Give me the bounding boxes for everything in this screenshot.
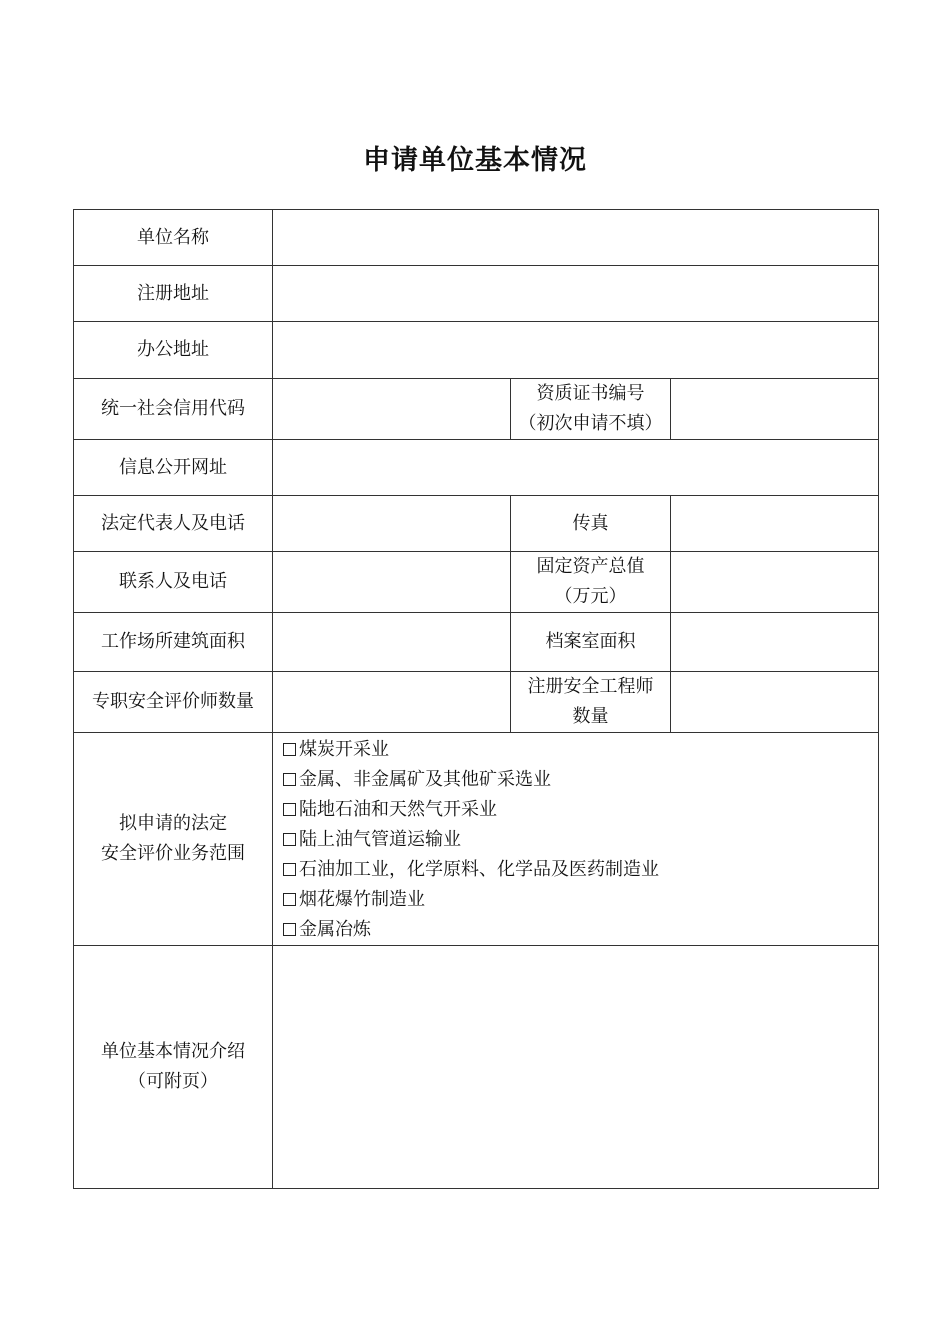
- row-registered-address: [74, 266, 879, 322]
- row-office-address: [74, 322, 879, 379]
- page-title: 申请单位基本情况: [363, 145, 587, 176]
- scope-option[interactable]: [283, 825, 878, 855]
- scope-option-label: 陆地石油和天然气开采业: [299, 799, 497, 820]
- row-credit-code: [74, 379, 879, 440]
- checkbox-icon[interactable]: [283, 803, 296, 816]
- row-unit-name: [74, 210, 879, 266]
- archive-area-field[interactable]: [671, 613, 879, 672]
- unit-intro-field[interactable]: [273, 946, 879, 1189]
- evaluator-count-label: 专职安全评价师数量: [74, 672, 273, 733]
- row-unit-intro: [74, 946, 879, 1189]
- checkbox-icon[interactable]: [283, 923, 296, 936]
- scope-option[interactable]: [283, 885, 878, 915]
- application-form-table: [73, 209, 879, 1189]
- fixed-assets-field[interactable]: [671, 552, 879, 613]
- cert-number-field[interactable]: [671, 379, 879, 440]
- contact-field[interactable]: [273, 552, 511, 613]
- row-evaluator-count: [74, 672, 879, 733]
- office-address-label: 办公地址: [74, 322, 273, 379]
- fax-label: 传真: [511, 496, 671, 552]
- fixed-assets-label: [511, 552, 671, 613]
- website-field[interactable]: [273, 440, 879, 496]
- fixed-assets-label-line2: （万元）: [554, 586, 627, 607]
- business-scope-label: [74, 733, 273, 946]
- scope-option-label: 石油加工业，化学原料、化学品及医药制造业: [299, 859, 659, 880]
- legal-rep-field[interactable]: [273, 496, 511, 552]
- scope-option-label: 煤炭开采业: [299, 739, 389, 760]
- cert-number-label-line1: 资质证书编号: [536, 383, 645, 404]
- scope-option[interactable]: [283, 795, 878, 825]
- cert-number-label-line2: （初次申请不填）: [518, 413, 663, 434]
- building-area-label: 工作场所建筑面积: [74, 613, 273, 672]
- checkbox-icon[interactable]: [283, 893, 296, 906]
- checkbox-icon[interactable]: [283, 863, 296, 876]
- unit-name-label: 单位名称: [74, 210, 273, 266]
- contact-label: 联系人及电话: [74, 552, 273, 613]
- row-contact: [74, 552, 879, 613]
- scope-option[interactable]: [283, 855, 878, 885]
- legal-rep-label: 法定代表人及电话: [74, 496, 273, 552]
- evaluator-count-field[interactable]: [273, 672, 511, 733]
- business-scope-label-line2: 安全评价业务范围: [101, 843, 245, 864]
- engineer-count-label-line2: 数量: [572, 706, 609, 727]
- scope-option-label: 金属、非金属矿及其他矿采选业: [299, 769, 551, 790]
- row-legal-rep: [74, 496, 879, 552]
- building-area-field[interactable]: [273, 613, 511, 672]
- scope-option[interactable]: [283, 915, 878, 945]
- checkbox-icon[interactable]: [283, 743, 296, 756]
- scope-option[interactable]: [283, 765, 878, 795]
- fax-field[interactable]: [671, 496, 879, 552]
- checkbox-icon[interactable]: [283, 833, 296, 846]
- unit-intro-label: [74, 946, 273, 1189]
- credit-code-label: 统一社会信用代码: [74, 379, 273, 440]
- website-label: 信息公开网址: [74, 440, 273, 496]
- archive-area-label: 档案室面积: [511, 613, 671, 672]
- cert-number-label: [511, 379, 671, 440]
- scope-option-label: 烟花爆竹制造业: [299, 889, 425, 910]
- registered-address-label: 注册地址: [74, 266, 273, 322]
- unit-intro-label-line1: 单位基本情况介绍: [101, 1041, 245, 1062]
- row-business-scope: [74, 733, 879, 946]
- row-building-area: [74, 613, 879, 672]
- business-scope-label-line1: 拟申请的法定: [119, 813, 227, 834]
- engineer-count-field[interactable]: [671, 672, 879, 733]
- unit-name-field[interactable]: [273, 210, 879, 266]
- registered-address-field[interactable]: [273, 266, 879, 322]
- unit-intro-label-line2: （可附页）: [128, 1071, 218, 1092]
- office-address-field[interactable]: [273, 322, 879, 379]
- credit-code-field[interactable]: [273, 379, 511, 440]
- engineer-count-label-line1: 注册安全工程师: [527, 676, 654, 697]
- scope-option-label: 陆上油气管道运输业: [299, 829, 461, 850]
- scope-option-label: 金属冶炼: [299, 919, 371, 940]
- checkbox-icon[interactable]: [283, 773, 296, 786]
- engineer-count-label: [511, 672, 671, 733]
- fixed-assets-label-line1: 固定资产总值: [536, 556, 645, 577]
- business-scope-options: [273, 733, 879, 946]
- scope-option[interactable]: [283, 735, 878, 765]
- row-website: [74, 440, 879, 496]
